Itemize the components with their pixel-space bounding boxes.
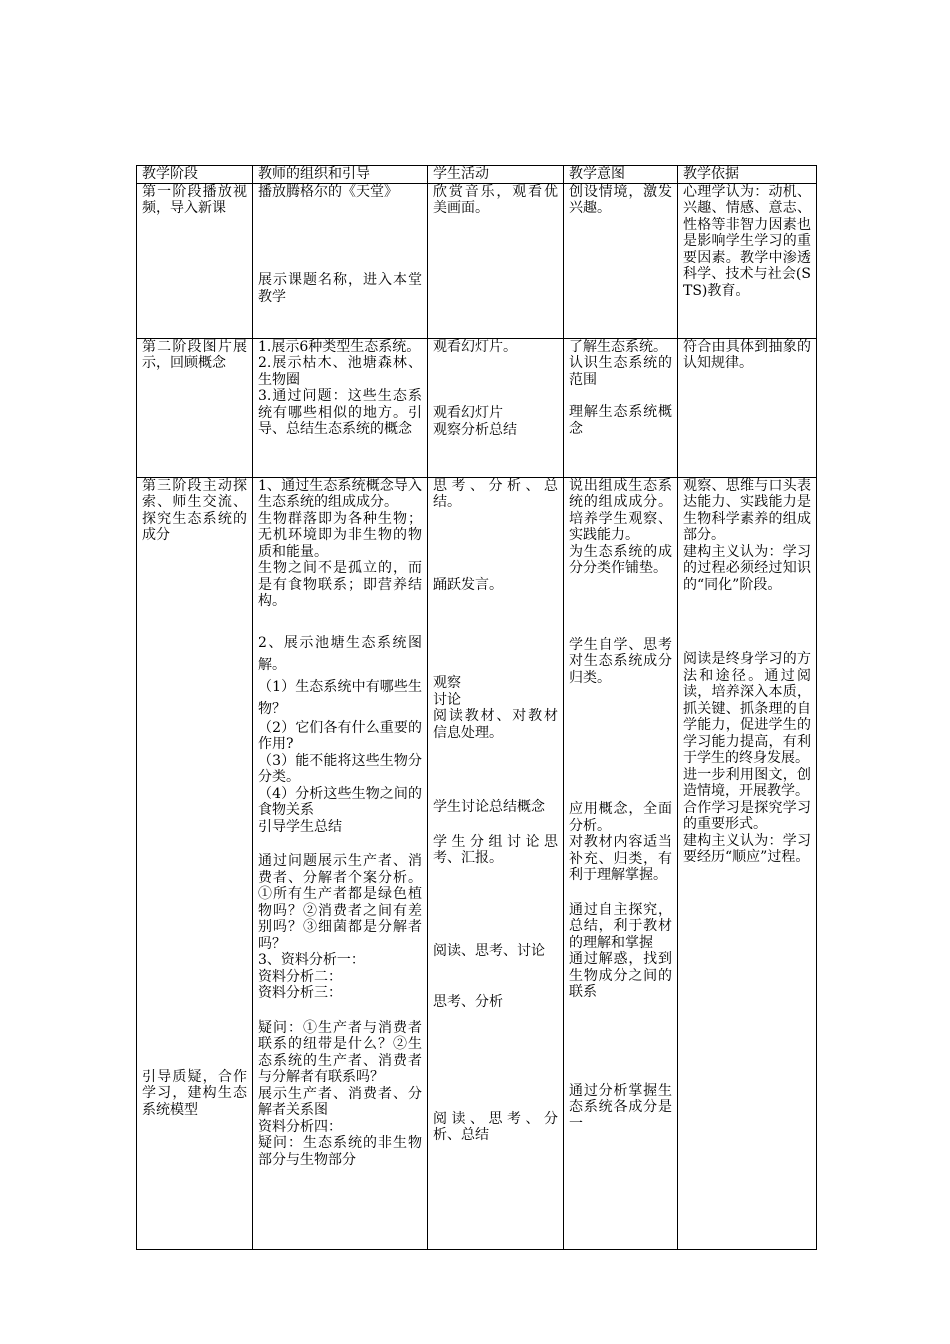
row3-intent-7: 通过分析掌握生态系统各成分是一 [569,1082,672,1132]
row1-basis [678,183,817,338]
row3-teacher-10: 3、资料分析一： [258,952,365,968]
row3-stage-1: 引导质疑，合作学习，建构生态系统模型 [142,1068,247,1118]
row3-intent-6: 通过解惑，找到生物成分之间的联系 [569,951,672,1000]
row1-student [428,183,564,338]
row1-stage-text: 第一阶段播放视频，导入新课 [142,183,247,216]
row2-stage-text: 第二阶段图片展示，回顾概念 [142,338,247,371]
row3-basis-3: 进一步利用图文，创造情境，开展教学。 [683,766,811,799]
row3-teacher-16: 疑问：生态系统的非生物部分与生物部分 [258,1135,422,1168]
row3-intent-0: 说出组成生态系统的组成成分。培养学生观察、实践能力。 [569,477,672,543]
row3-student-9: 阅读、思考、分析、总结 [433,1110,558,1143]
row2-intent [564,338,678,477]
header-teacher: 教师的组织和引导 [253,166,428,184]
row3-student-7: 阅读、思考、讨论 [433,942,545,959]
row3-student [428,477,564,1249]
row2-teacher-0: 1.展示6种类型生态系统。 [258,338,421,355]
row3-teacher [253,477,428,1249]
row3-student-2: 观察 [433,675,461,691]
row3-intent [564,477,678,1249]
row3-student-5: 学生讨论总结概念 [433,799,545,815]
row2-student-0: 观看幻灯片。 [433,338,517,355]
row2-teacher-1: 2.展示枯木、池塘森林、生物圈 [258,355,422,388]
row3-teacher-11: 资料分析二： [258,968,342,985]
lesson-plan-table [136,165,817,1250]
row2-teacher [253,338,428,477]
row3-stage-0: 第三阶段主动探索、师生交流、探究生态系统的成分 [142,477,247,543]
row3-basis-1: 建构主义认为：学习的过程必须经过知识的“同化”阶段。 [683,543,811,593]
row3-teacher-15: 资料分析四： [258,1118,342,1135]
row3-student-0: 思考、分析、总结。 [433,477,558,510]
row3-teacher-13: 疑问：①生产者与消费者联系的纽带是什么？②生态系统的生产者、消费者与分解者有联系吗？ [258,1019,422,1085]
row3-intent-5: 通过自主探究，总结，利于教材的理解和掌握 [569,901,672,951]
row3-intent-1: 为生态系统的成分分类作铺垫。 [569,543,672,576]
row2-student-2: 观察分析总结 [433,421,517,438]
row2-teacher-2: 3.通过问题：这些生态系统有哪些相似的地方。引导、总结生态系统的概念 [258,388,422,437]
row3-teacher-14: 展示生产者、消费者、分解者关系图 [258,1085,422,1118]
row1-student-text: 欣赏音乐，观看优美画面。 [433,183,558,216]
row1-teacher-1: 展示课题名称，进入本堂教学 [258,272,422,305]
row2-student [428,338,564,477]
row1-teacher-0: 播放腾格尔的《天堂》 [258,183,398,200]
row3-basis-4: 合作学习是探究学习的重要形式。 [683,799,811,832]
row2-basis [678,338,817,477]
table-row [137,477,817,1249]
row1-basis-text: 心理学认为：动机、兴趣、情感、意志、性格等非智力因素也是影响学生学习的重要因素。教学中渗透科学、技术与社会(STS)教育。 [683,183,811,299]
row3-teacher-7: （4）分析这些生物之间的食物关系 [258,785,422,818]
row3-basis-5: 建构主义认为：学习要经历“顺应”过程。 [683,832,811,865]
header-intent: 教学意图 [564,166,678,184]
row1-intent [564,183,678,338]
row3-student-1: 踊跃发言。 [433,576,503,593]
row3-basis-0: 观察、思维与口头表达能力、实践能力是生物科学素养的组成部分。 [683,477,811,543]
row3-teacher-1: 生物群落即为各种生物；无机环境即为非生物的物质和能量。 [258,510,422,560]
row3-intent-2: 学生自学、思考对生态系统成分归类。 [569,636,672,686]
row3-basis [678,477,817,1249]
row3-teacher-6: （3）能不能将这些生物分分类。 [258,752,422,785]
row1-teacher [253,183,428,338]
row3-student-8: 思考、分析 [433,994,503,1010]
row3-intent-3: 应用概念，全面分析。 [569,801,672,834]
row2-basis-text: 符合由具体到抽象的认知规律。 [683,338,811,371]
row3-student-4: 阅读教材、对教材信息处理。 [433,708,558,741]
header-stage: 教学阶段 [137,166,253,184]
header-student: 学生活动 [428,166,564,184]
row2-intent-1: 认识生态系统的范围 [569,355,672,388]
table-row [137,183,817,338]
row3-teacher-5: （2）它们各有什么重要的作用? [258,719,422,752]
header-basis: 教学依据 [678,166,817,184]
row2-student-1: 观看幻灯片 [433,405,503,421]
row3-student-3: 讨论 [433,691,461,708]
row3-teacher-4: （1）生态系统中有哪些生物？ [258,678,422,717]
row1-intent-text: 创设情境，激发兴趣。 [569,183,672,216]
row3-teacher-8: 引导学生总结 [258,818,342,835]
row3-teacher-2: 生物之间不是孤立的，而是有食物联系；即营养结构。 [258,560,422,609]
row1-stage [137,183,253,338]
row3-stage [137,477,253,1249]
table-header-row [137,166,817,184]
row3-intent-4: 对教材内容适当补充、归类，有利于理解掌握。 [569,834,672,883]
row2-stage [137,338,253,477]
table-row [137,338,817,477]
row2-intent-2: 理解生态系统概念 [569,404,672,437]
row3-student-6: 学生分组讨论思考、汇报。 [433,833,558,866]
row2-intent-0: 了解生态系统。 [569,338,667,355]
row3-teacher-9: 通过问题展示生产者、消费者、分解者个案分析。①所有生产者都是绿色植物吗？②消费者之间有差别吗？③细菌都是分解者吗？ [258,853,422,952]
row3-teacher-3: 2、展示池塘生态系统图解。 [258,634,422,673]
row3-basis-2: 阅读是终身学习的方法和途径。通过阅读，培养深入本质，抓关键、抓条理的自学能力，促进学生的学习能力提高，有利于学生的终身发展。 [683,651,811,766]
row3-teacher-12: 资料分析三： [258,985,342,1001]
row3-teacher-0: 1、通过生态系统概念导入生态系统的组成成分。 [258,477,422,510]
